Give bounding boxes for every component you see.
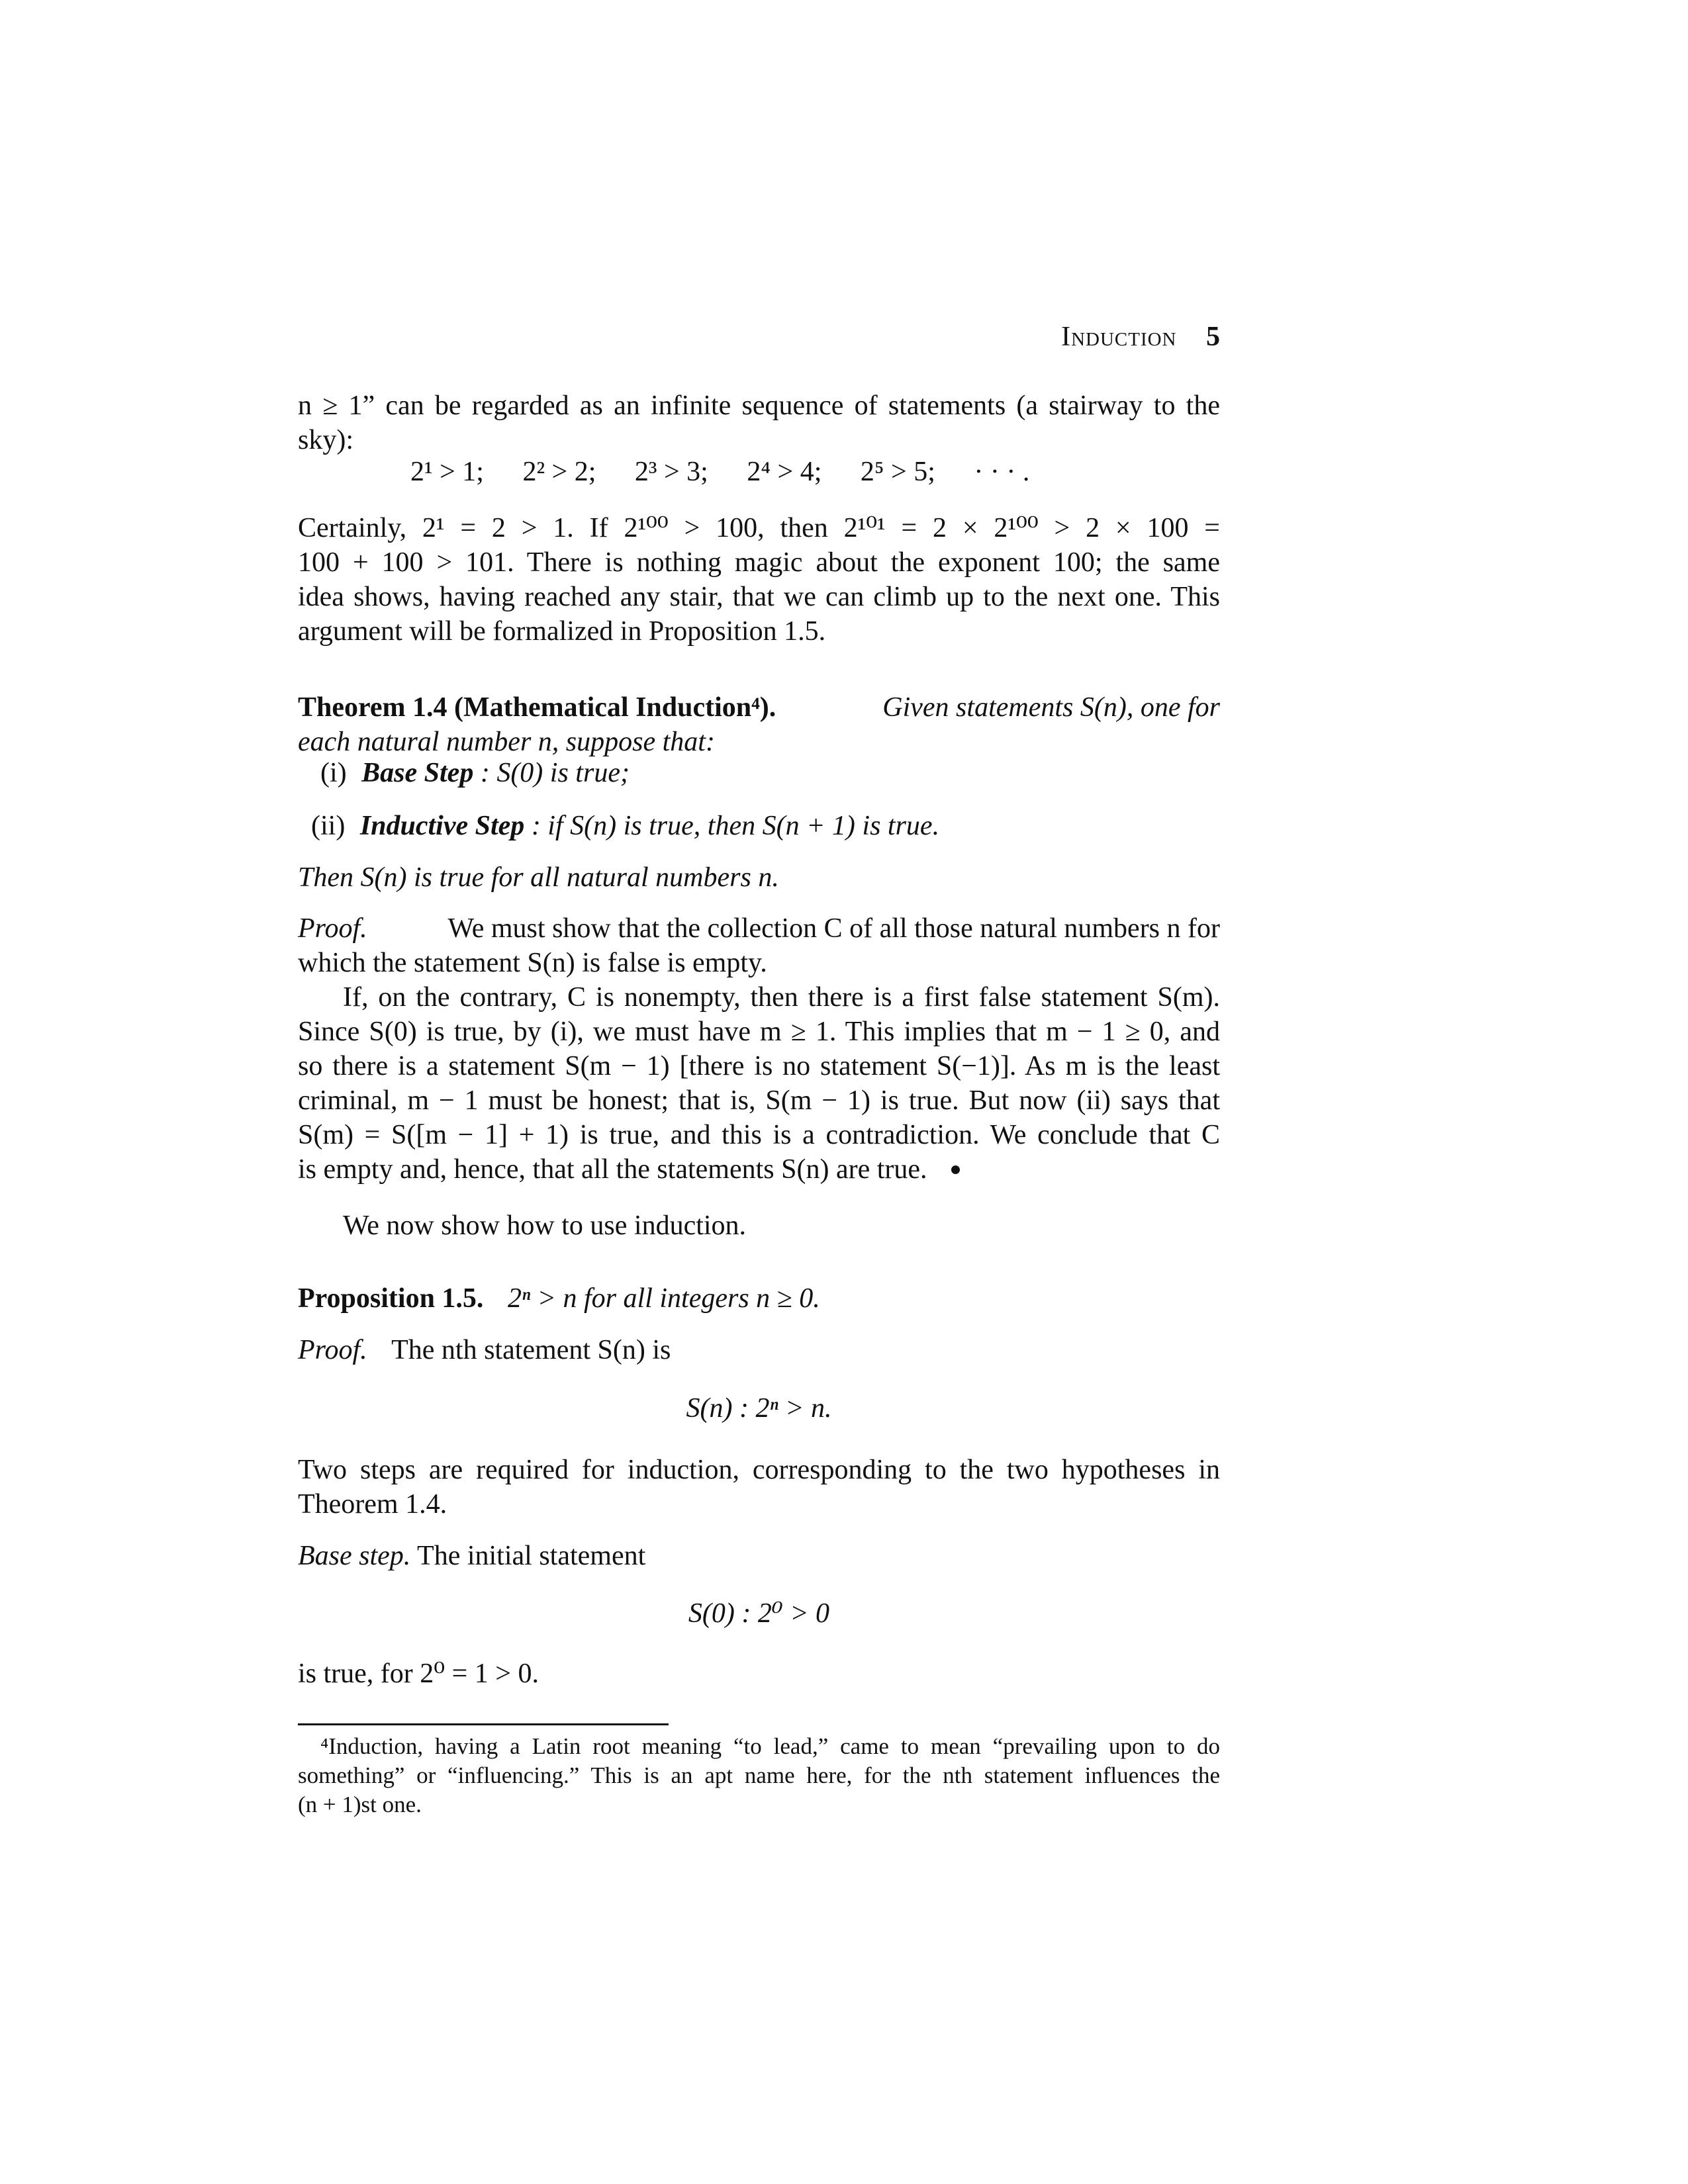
proof-label: Proof. [298,1335,367,1365]
item-text: : if S(n) is true, then S(n + 1) is true. [531,811,940,841]
base-step [298,1539,645,1573]
theorem-1-4 [298,690,1220,759]
footnote-rule [298,1723,669,1725]
text-line: Two steps are required for induction, corresponding to the two hypotheses in [298,1455,1220,1485]
power-sequence [410,455,1029,489]
text-line: sky): [298,425,353,455]
text-line: S(m) = S([m − 1] + 1) is true, and this is a contradiction. We conclude that C [298,1120,1220,1150]
text-line: so there is a statement S(m − 1) [there is no statement S(−1)]. As m is the least [298,1051,1220,1081]
proposition-statement: 2ⁿ > n for all integers n ≥ 0. [507,1283,820,1314]
sequence-term: 2¹ > 1; [410,457,484,487]
proposition-heading: Proposition 1.5. [298,1283,484,1314]
item-name: Inductive Step [359,811,525,841]
sequence-term: 2⁴ > 4; [747,457,822,487]
item-label: (i) [320,758,347,788]
text-line: n ≥ 1” can be regarded as an infinite sequence of statements (a stairway to the [298,390,1220,421]
text-line: idea shows, having reached any stair, that we can climb up to the next one. This [298,582,1220,612]
text-line: criminal, m − 1 must be honest; that is, S(m − 1) is true. But now (ii) says that [298,1085,1220,1116]
theorem-conclusion: Then S(n) is true for all natural numbers n. [298,862,779,893]
page [298,0,1220,2184]
footnote [298,1732,1220,1819]
sequence-term: 2² > 2; [522,457,596,487]
theorem-heading: Theorem 1.4 (Mathematical Induction⁴). [298,692,776,723]
text-line: Theorem 1.4. [298,1489,447,1520]
transition-text: We now show how to use induction. [343,1210,747,1241]
page-number: 5 [1206,322,1220,352]
theorem-statement: each natural number n, suppose that: [298,727,715,757]
item-text: : S(0) is true; [480,758,630,788]
proposition-1-5 [298,1281,820,1316]
paragraph-certainly [298,511,1220,649]
sequence-term: · · · . [974,457,1030,487]
footnote-line: something” or “influencing.” This is an apt name here, for the nth statement influences the [298,1762,1220,1788]
text-line: 100 + 100 > 101. There is nothing magic about the exponent 100; the same [298,547,1220,578]
base-step-label: Base step. [298,1541,411,1571]
intro-paragraph [298,388,1220,457]
proof-theorem-1-4 [298,911,1220,1187]
sequence-term: 2³ > 3; [634,457,708,487]
item-label: (ii) [311,811,346,841]
text-line: which the statement S(n) is false is empty. [298,948,767,978]
text-line: We must show that the collection C of all those natural numbers n for [447,913,1220,944]
display-equation: S(n) : 2ⁿ > n. [686,1393,832,1424]
proof-label: Proof. [298,913,367,944]
text-line: argument will be formalized in Proposition 1.5. [298,616,826,647]
footnote-line: ⁴Induction, having a Latin root meaning “to lead,” came to mean “prevailing upon to do [320,1733,1220,1759]
theorem-item-ii [311,809,939,843]
text-line: If, on the contrary, C is nonempty, then there is a first false statement S(m). [343,982,1220,1013]
theorem-item-i [320,756,630,790]
theorem-statement: Given statements S(n), one for [882,692,1220,723]
footnote-line: (n + 1)st one. [298,1792,422,1817]
running-title: Induction [1061,322,1177,352]
item-name: Base Step [361,758,474,788]
text-line: Certainly, 2¹ = 2 > 1. If 2¹⁰⁰ > 100, then 2¹⁰¹ = 2 × 2¹⁰⁰ > 2 × 100 = [298,513,1220,543]
running-header [1061,320,1220,354]
proof-proposition-1-5 [298,1333,671,1367]
qed-bullet-icon [951,1165,960,1174]
text-line: Since S(0) is true, by (i), we must have m ≥ 1. This implies that m − 1 ≥ 0, and [298,1017,1220,1047]
text-line: is empty and, hence, that all the statements S(n) are true. [298,1154,927,1185]
paragraph-two-steps [298,1453,1220,1522]
closing-line: is true, for 2⁰ = 1 > 0. [298,1659,539,1689]
sequence-term: 2⁵ > 5; [860,457,935,487]
display-equation: S(0) : 2⁰ > 0 [688,1598,830,1629]
proof-text: The nth statement S(n) is [391,1335,671,1365]
base-step-text: The initial statement [417,1541,646,1571]
